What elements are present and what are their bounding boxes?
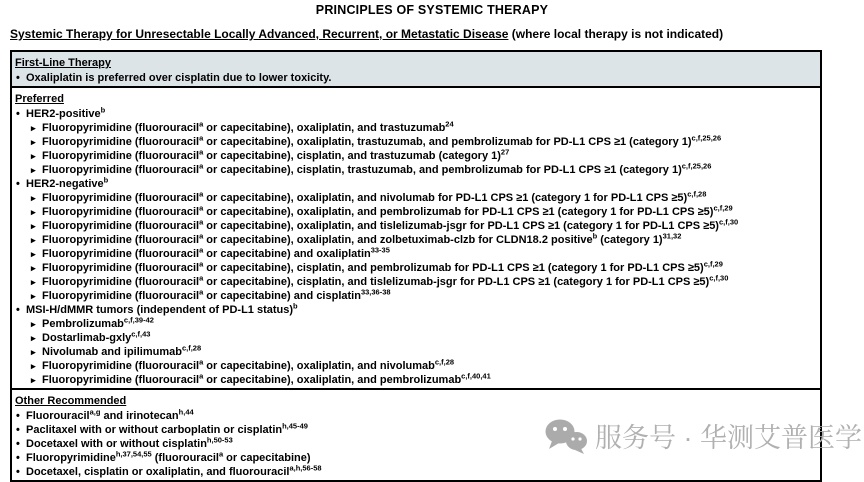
superscript-reference: b — [293, 301, 298, 311]
bullet-marker: • — [16, 438, 20, 450]
superscript-reference: a — [199, 231, 204, 241]
superscript-reference: a — [199, 203, 204, 213]
list-item — [15, 233, 816, 247]
superscript-reference: a — [199, 161, 204, 171]
item-text: Fluoropyrimidine (fluorouracil$^a$ or capecitabine), oxaliplatin, and zolbetuximab-clzb for CLDN18.2 positive$^b$ (category 1)$^{31,32}$ — [42, 231, 682, 246]
wechat-icon — [544, 418, 588, 454]
superscript-reference: c,f,28 — [687, 189, 707, 199]
superscript-reference: c,f,25,26 — [691, 133, 722, 143]
list-item — [15, 373, 816, 387]
superscript-reference: c,f,28 — [434, 357, 455, 367]
arrow-marker: ▸ — [31, 277, 36, 287]
superscript-reference: a — [199, 259, 204, 269]
item-text: Fluoropyrimidine (fluorouracil$^a$ or capecitabine), oxaliplatin, and tislelizumab-jsgr for PD-L1 CPS ≥1 (category 1 for PD-L1 CPS ≥5)$^{c,f,30}$ — [42, 217, 739, 232]
item-text: HER2-positive$^b$ — [26, 105, 106, 120]
bullet-marker: • — [16, 178, 20, 190]
item-text: Fluoropyrimidine (fluorouracil$^a$ or capecitabine), oxaliplatin, and trastuzumab$^{24}$ — [42, 119, 454, 134]
superscript-reference: h,37,54,55 — [115, 449, 152, 459]
superscript-reference: a — [218, 449, 224, 459]
arrow-marker: ▸ — [31, 221, 36, 231]
item-text: Docetaxel, cisplatin or oxaliplatin, and fluorouracil$^{a,h,56-58}$ — [26, 463, 322, 478]
superscript-reference: c,f,43 — [131, 329, 151, 339]
superscript-reference: a,g — [89, 407, 101, 417]
list-item — [15, 261, 816, 275]
superscript-reference: a — [199, 357, 204, 367]
subtitle-rest: (where local therapy is not indicated) — [508, 27, 724, 41]
item-text: Paclitaxel with or without carboplatin or cisplatin$^{h,45-49}$ — [26, 421, 308, 436]
superscript-reference: c,f,25,26 — [681, 161, 712, 171]
arrow-marker: ▸ — [31, 249, 36, 259]
item-text: Fluoropyrimidine$^{h,37,54,55}$ (fluorouracil$^a$ or capecitabine) — [26, 449, 311, 464]
list-item — [15, 247, 816, 261]
item-text: Pembrolizumab$^{c,f,39-42}$ — [42, 315, 154, 330]
item-text: Fluoropyrimidine (fluorouracil$^a$ or capecitabine) and oxaliplatin$^{33-35}$ — [42, 245, 390, 260]
list-item — [15, 465, 816, 479]
item-text: Fluoropyrimidine (fluorouracil$^a$ or capecitabine), cisplatin, trastuzumab, and pembrolizumab for PD-L1 CPS ≥1 (category 1)$^{c,f,25,26}$ — [42, 161, 712, 176]
item-text: Docetaxel with or without cisplatin$^{h,50-53}$ — [26, 435, 233, 450]
item-text: Fluoropyrimidine (fluorouracil$^a$ or capecitabine), cisplatin, and trastuzumab (category 1)$^{27}$ — [42, 147, 510, 162]
arrow-marker: ▸ — [31, 347, 36, 357]
superscript-reference: 33,36-38 — [360, 287, 391, 297]
section-heading: Other Recommended — [15, 395, 127, 407]
superscript-reference: b — [592, 231, 598, 241]
superscript-reference: 33-35 — [370, 245, 390, 255]
item-text: Fluorouracil$^{a,g}$ and irinotecan$^{h,44}$ — [26, 407, 194, 422]
item-text: Fluoropyrimidine (fluorouracil$^a$ or capecitabine), oxaliplatin, trastuzumab, and pembrolizumab for PD-L1 CPS ≥1 (category 1)$^{c,f,25,26}$ — [42, 133, 722, 148]
bullet-marker: • — [16, 424, 20, 436]
superscript-reference: c,f,28 — [181, 343, 202, 353]
list-item — [15, 135, 816, 149]
list-item — [15, 289, 816, 303]
list-item — [15, 107, 816, 121]
superscript-reference: c,f,30 — [718, 217, 739, 227]
arrow-marker: ▸ — [31, 319, 36, 329]
item-text: Fluoropyrimidine (fluorouracil$^a$ or capecitabine), oxaliplatin, and pembrolizumab$^{c,f,40,41}$ — [42, 371, 491, 386]
arrow-marker: ▸ — [31, 151, 36, 161]
superscript-reference: a — [199, 189, 204, 199]
item-text: Fluoropyrimidine (fluorouracil$^a$ or capecitabine), oxaliplatin, and nivolumab$^{c,f,28}$ — [42, 357, 455, 372]
watermark-text: 服务号 · 华测艾普医学 — [595, 423, 862, 453]
item-text: Oxaliplatin is preferred over cisplatin due to lower toxicity. — [26, 72, 332, 84]
superscript-reference: 31,32 — [662, 231, 682, 241]
superscript-reference: h,44 — [178, 407, 194, 417]
arrow-marker: ▸ — [31, 123, 36, 133]
superscript-reference: a — [199, 217, 204, 227]
item-text: HER2-negative$^b$ — [26, 175, 109, 190]
superscript-reference: c,f,29 — [713, 203, 733, 213]
arrow-marker: ▸ — [31, 361, 36, 371]
superscript-reference: b — [103, 175, 109, 185]
superscript-reference: a — [199, 133, 204, 143]
superscript-reference: b — [100, 105, 106, 115]
watermark — [544, 416, 862, 455]
bullet-marker: • — [16, 108, 20, 120]
section-heading: Preferred — [15, 93, 64, 105]
section-first-line-therapy — [10, 50, 822, 88]
section-items — [15, 71, 816, 85]
item-text: Fluoropyrimidine (fluorouracil$^a$ or capecitabine), cisplatin, and pembrolizumab for PD-L1 CPS ≥1 (category 1 for PD-L1 CPS ≥5)$^{c,f,29}$ — [42, 259, 723, 274]
list-item — [15, 275, 816, 289]
section-items — [15, 107, 816, 387]
bullet-marker: • — [16, 452, 20, 464]
arrow-marker: ▸ — [31, 207, 36, 217]
list-item — [15, 205, 816, 219]
list-item — [15, 345, 816, 359]
section-preferred — [10, 86, 822, 390]
arrow-marker: ▸ — [31, 193, 36, 203]
bullet-marker: • — [16, 466, 20, 478]
item-text: Dostarlimab-gxly$^{c,f,43}$ — [42, 329, 151, 344]
arrow-marker: ▸ — [31, 263, 36, 273]
bullet-marker: • — [16, 72, 20, 84]
superscript-reference: a — [199, 147, 204, 157]
superscript-reference: c,f,30 — [709, 273, 729, 283]
item-text: Nivolumab and ipilimumab$^{c,f,28}$ — [42, 343, 202, 358]
bullet-marker: • — [16, 304, 20, 316]
superscript-reference: a — [199, 273, 204, 283]
arrow-marker: ▸ — [31, 375, 36, 385]
list-item — [15, 71, 816, 85]
item-text: MSI-H/dMMR tumors (independent of PD-L1 status)$^b$ — [26, 301, 298, 316]
superscript-reference: a — [199, 371, 204, 381]
item-text: Fluoropyrimidine (fluorouracil$^a$ or capecitabine) and cisplatin$^{33,36-38}$ — [42, 287, 391, 302]
superscript-reference: a — [199, 245, 204, 255]
item-text: Fluoropyrimidine (fluorouracil$^a$ or capecitabine), oxaliplatin, and pembrolizumab for PD-L1 CPS ≥1 (category 1 for PD-L1 CPS ≥5)$^{c,f,29}$ — [42, 203, 733, 218]
superscript-reference: a — [199, 119, 204, 129]
item-text: Fluoropyrimidine (fluorouracil$^a$ or capecitabine), oxaliplatin, and nivolumab for PD-L1 CPS ≥1 (category 1 for PD-L1 CPS ≥5)$^{c,f,28}$ — [42, 189, 707, 204]
bullet-marker: • — [16, 410, 20, 422]
superscript-reference: c,f,40,41 — [461, 371, 491, 381]
list-item — [15, 331, 816, 345]
arrow-marker: ▸ — [31, 165, 36, 175]
page-title: PRINCIPLES OF SYSTEMIC THERAPY — [315, 3, 549, 17]
subtitle-underlined: Systemic Therapy for Unresectable Locally Advanced, Recurrent, or Metastatic Disease — [10, 27, 509, 41]
arrow-marker: ▸ — [31, 333, 36, 343]
superscript-reference: h,50-53 — [206, 435, 233, 445]
list-item — [15, 219, 816, 233]
superscript-reference: c,f,29 — [703, 259, 723, 269]
list-item — [15, 359, 816, 373]
arrow-marker: ▸ — [31, 137, 36, 147]
item-text: Fluoropyrimidine (fluorouracil$^a$ or capecitabine), cisplatin, and tislelizumab-jsgr for PD-L1 CPS ≥1 (category 1 for PD-L1 CPS ≥5)$^{c,f,30}$ — [42, 273, 729, 288]
superscript-reference: c,f,39-42 — [123, 315, 154, 325]
superscript-reference: a,h,56-58 — [289, 463, 322, 473]
list-item — [15, 163, 816, 177]
superscript-reference: a — [199, 287, 204, 297]
list-item — [15, 191, 816, 205]
superscript-reference: 24 — [445, 119, 454, 129]
superscript-reference: h,45-49 — [282, 421, 308, 431]
arrow-marker: ▸ — [31, 291, 36, 301]
section-subtitle — [10, 27, 723, 41]
superscript-reference: 27 — [500, 147, 510, 157]
section-heading: First-Line Therapy — [15, 57, 111, 69]
arrow-marker: ▸ — [31, 235, 36, 245]
